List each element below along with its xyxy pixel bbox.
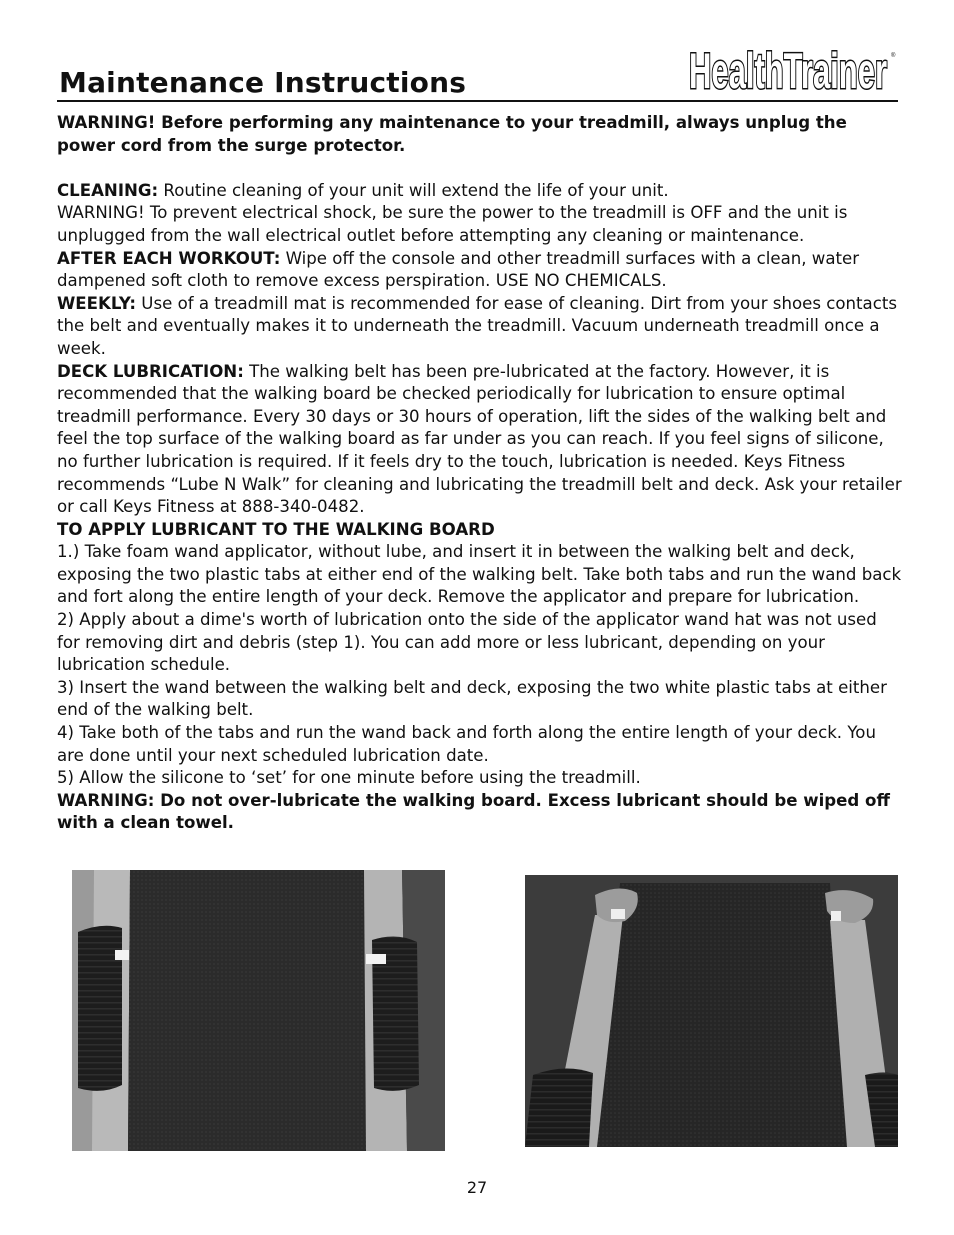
cleaning-warning: WARNING! To prevent electrical shock, be sure the power to the treadmill is OFF and the unit is unplugged from the wall electrical outlet before attempting any cleaning or maintenance.	[57, 203, 848, 245]
step-5: 5) Allow the silicone to ‘set’ for one minute before using the treadmill.	[57, 768, 641, 788]
page-number: 27	[466, 1178, 488, 1197]
step-4: 4) Take both of the tabs and run the wand back and forth along the entire length of your deck. You are done until your next scheduled lubrication date.	[57, 723, 876, 765]
page-title: Maintenance Instructions	[59, 66, 467, 99]
cleaning-paragraph: CLEANING: Routine cleaning of your unit will extend the life of your unit.	[57, 180, 669, 200]
apply-lubricant-heading: TO APPLY LUBRICANT TO THE WALKING BOARD	[57, 519, 495, 539]
unplug-warning: WARNING! Before performing any maintenance to your treadmill, always unplug the power cord from the surge protector.	[57, 113, 847, 155]
step-2: 2) Apply about a dime's worth of lubrication onto the side of the applicator wand hat was not used for removing dirt and debris (step 1). You can add more or less lubricant, depending on your lubrication schedule.	[57, 610, 877, 675]
over-lubricate-warning: WARNING: Do not over-lubricate the walking board. Excess lubricant should be wiped off with a clean towel.	[57, 790, 890, 833]
photo-treadmill-tabs	[72, 870, 445, 1151]
svg-text:®: ®	[891, 53, 896, 59]
weekly-paragraph: WEEKLY: Use of a treadmill mat is recommended for ease of cleaning. Dirt from your shoes contacts the belt and eventually makes it to underneath the treadmill. Vacuum underneath treadmill once a week.	[57, 293, 897, 358]
maintenance-text	[57, 112, 902, 835]
deck-lubrication-paragraph: DECK LUBRICATION: The walking belt has been pre-lubricated at the factory. However, it is recommended that the walking board be checked periodically for lubrication to ensure optimal treadmill performance. Every 30 days or 30 hours of operation, lift the sides of the walking belt and feel the top surface of the walking board as far under as you can reach. If you feel signs of silicone, no further lubrication is required. If it feels dry to the touch, lubrication is needed. Keys Fitness recommends “Lube N Walk” for cleaning and lubricating the treadmill belt and deck. Ask your retailer or call Keys Fitness at 888-340-0482.	[57, 361, 902, 517]
photo-treadmill-hands	[525, 875, 898, 1147]
page-header	[57, 40, 898, 102]
after-workout-paragraph: AFTER EACH WORKOUT: Wipe off the console and other treadmill surfaces with a clean, water dampened soft cloth to remove excess perspiration. USE NO CHEMICALS.	[57, 248, 860, 291]
healthtrainer-logo	[686, 45, 896, 95]
step-1: 1.) Take foam wand applicator, without lube, and insert it in between the walking belt and deck, exposing the two plastic tabs at either end of the walking belt. Take both tabs and run the wand back and fort along the entire length of your deck. Remove the applicator and prepare for lubrication.	[57, 542, 902, 607]
svg-text:HealthTrainer: HealthTrainer	[689, 45, 887, 95]
step-3: 3) Insert the wand between the walking belt and deck, exposing the two white plastic tabs at either end of the walking belt.	[57, 677, 887, 720]
